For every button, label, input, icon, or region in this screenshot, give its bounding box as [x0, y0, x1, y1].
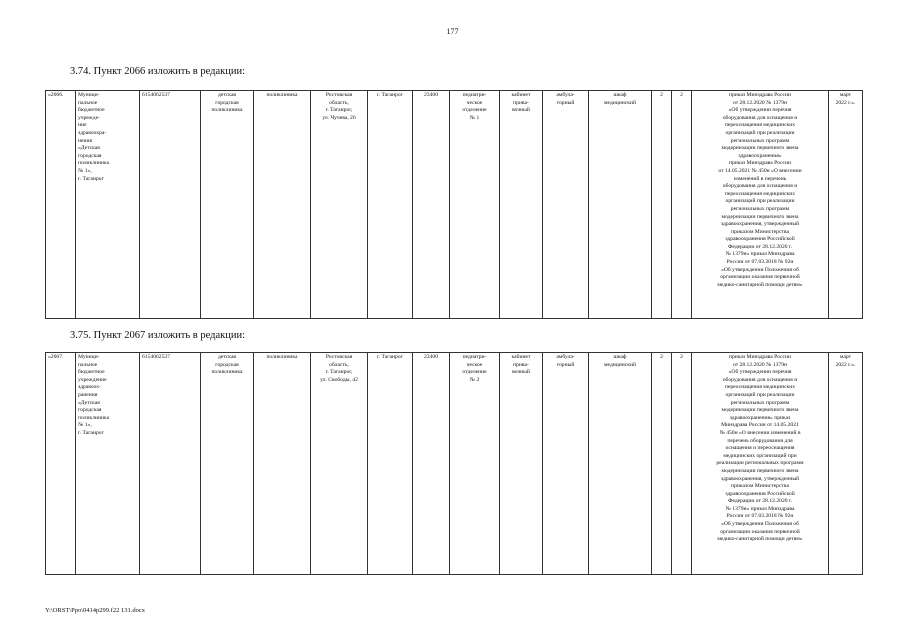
cell-inn: 6154062537: [140, 353, 201, 575]
cell-quantity-required: 2: [652, 91, 672, 319]
cell-city: г. Таганрог: [368, 91, 413, 319]
cell-quantity-planned: 2: [672, 91, 692, 319]
footer-file-path: Y:\ORST\Ppo\0414p299.f22 131.docx: [45, 607, 145, 614]
cell-quantity-required: 2: [652, 353, 672, 575]
cell-care-type: амбула- торный: [543, 91, 589, 319]
cell-regulatory-docs: приказ Минздрава России от 28.12.2020 № 1379н «Об утверждении перечня оборудования для оснащения и переоснащения медицинских организаций при реализации региональных программ модернизации первичного звена здравоохранения» приказ Минздрава России от 14.05.2021 № 450н «О внесении изменений в перечень оборудования для оснащения и переоснащения медицинских организаций при реализации региональных программ модернизации первичного звена здравоохранения, утвержденный приказом Министерства здравоохранения Российской Федерации от 28.12.2020 г. № 1379н» приказ Минздрава России от 07.03.2018 № 92н «Об утверждении Положения об организации оказания первичной медико-санитарной помощи детям»: [692, 91, 829, 319]
cell-date: март 2022 г.».: [829, 353, 863, 575]
cell-facility: детская городская поликлиника: [201, 91, 254, 319]
cell-organization: Муници- пальное бюджетное учрежде- ние здравоохра- нения «Детская городская поликлиника № 1», г. Таганрог: [76, 91, 140, 319]
cell-city: г. Таганрог: [368, 353, 413, 575]
section-heading-2067: 3.75. Пункт 2067 изложить в редакции:: [70, 330, 245, 341]
cell-department: педиатри- ческое отделение № 2: [450, 353, 500, 575]
cell-facility-type: поликлиника: [254, 91, 311, 319]
page-number: 177: [446, 27, 459, 36]
table-row: [46, 91, 863, 319]
cell-equipment: шкаф медицинский: [589, 91, 652, 319]
cell-facility-type: поликлиника: [254, 353, 311, 575]
cell-regulatory-docs: приказ Минздрава России от 28.12.2020 № 1379н «Об утверждении перечня оборудования для оснащения и переоснащения медицинских организаций при реализации региональных программ модернизации первичного звена здравоохранения» приказ Минздрава России от 14.05.2021 № 450н «О внесении изменений в перечень оборудования для оснащения и переоснащения медицинских организаций при реализации региональных программ модернизации первичного звена здравоохранения, утвержденный приказом Министерства здравоохранения Российской Федерации от 28.12.2020 г. № 1379н» приказ Минздрава России от 07.03.2018 № 92н «Об утверждении Положения об организации оказания первичной медико-санитарной помощи детям»: [692, 353, 829, 575]
cell-address: Ростовская область, г. Таганрог, ул. Свободы, 42: [311, 353, 368, 575]
cell-number: «2067.: [46, 353, 76, 575]
cell-number: «2066.: [46, 91, 76, 319]
cell-equipment: шкаф медицинский: [589, 353, 652, 575]
equipment-table-2067: [45, 352, 863, 575]
cell-care-type: амбула- торный: [543, 353, 589, 575]
cell-facility: детская городская поликлиника: [201, 353, 254, 575]
equipment-table-2066: [45, 90, 863, 319]
cell-room: кабинет прива- вочный: [500, 353, 543, 575]
cell-address: Ростовская область, г. Таганрог, ул. Чучева, 26: [311, 91, 368, 319]
cell-organization: Муници- пальное бюджетное учреждение здравоох- ранения «Детская городская поликлиника № 1», г. Таганрог: [76, 353, 140, 575]
cell-inn: 6154062537: [140, 91, 201, 319]
cell-quantity-planned: 2: [672, 353, 692, 575]
cell-date: март 2022 г.».: [829, 91, 863, 319]
section-heading-2066: 3.74. Пункт 2066 изложить в редакции:: [70, 66, 245, 77]
cell-department: педиатри- ческое отделение № 1: [450, 91, 500, 319]
table-row: [46, 353, 863, 575]
cell-code: 23400: [413, 353, 450, 575]
cell-code: 23400: [413, 91, 450, 319]
cell-room: кабинет прива- вочный: [500, 91, 543, 319]
